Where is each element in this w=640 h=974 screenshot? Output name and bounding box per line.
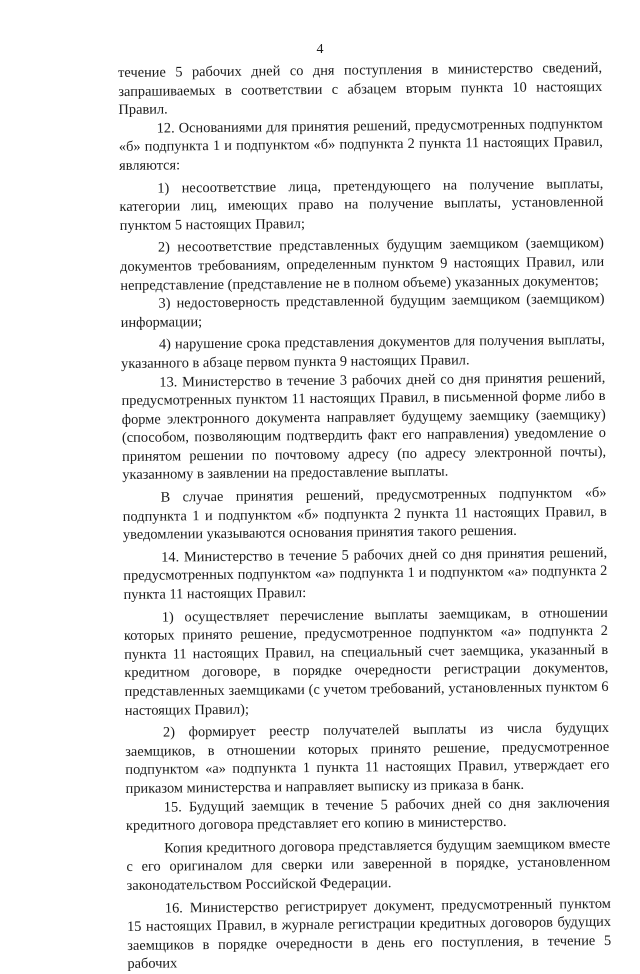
document-body (118, 59, 612, 974)
paragraph-continuation: течение 5 рабочих дней со дня поступления в министерство сведений, запрашиваемых в соответствии с абзацем вторым пункта 10 настоящих Правил. (118, 59, 603, 119)
paragraph-item-12-4: 4) нарушение срока представления документов для получения выплаты, указанного в абзаце первом пункта 9 настоящих Правил. (121, 332, 606, 372)
paragraph-item-12: 12. Основаниями для принятия решений, предусмотренных подпунктом «б» подпункта 1 и подпунктом «б» подпункта 2 пункта 11 настоящих Правил, являются: (118, 115, 603, 174)
paragraph-item-13-note: В случае принятия решений, предусмотренных подпунктом «б» подпункта 1 и подпунктом «б» подпункта 2 пункта 11 настоящих Правил, в уведомлении указываются основания принятия такого решения. (122, 484, 607, 544)
paragraph-item-15-note: Копия кредитного договора представляется будущим заемщиком вместе с его оригиналом для сверки или заверенной в порядке, установленном законодательством Российской Федерации. (126, 835, 611, 894)
paragraph-item-12-2: 2) несоответствие представленных будущим заемщиком (заемщиком) документов требованиям, определенным пунктом 9 настоящих Правил, или непредставление (представление не в полном объеме) указанных документов; (120, 235, 605, 294)
paragraph-item-14: 14. Министерство в течение 5 рабочих дней со дня принятия решений, предусмотренных подпунктом «а» подпункта 1 и подпунктом «а» подпункта 2 пункта 11 настоящих Правил: (123, 544, 608, 604)
paragraph-item-15: 15. Будущий заемщик в течение 5 рабочих дней со дня заключения кредитного договора представляет его копию в министерство. (125, 794, 610, 835)
paragraph-item-16: 16. Министерство регистрирует документ, предусмотренный пунктом 15 настоящих Правил, в журнале регистрации кредитных договоров будущих заемщиков в порядке очередности в день его поступления, в течение 5 рабочих (126, 895, 612, 973)
paragraph-item-14-1: 1) осуществляет перечисление выплаты заемщикам, в отношении которых принято решение, предусмотренное подпунктом «а» подпункта 2 пункта 11 настоящих Правил, на специальный счет заемщика, указанный в кредитном договоре, в порядке очередности регистрации документов, представленных заемщиками (с учетом требований, установленных пунктом 6 настоящих Правил); (123, 604, 609, 719)
paragraph-item-13: 13. Министерство в течение 3 рабочих дней со дня принятия решений, предусмотренных пунктом 11 настоящих Правил, в письменной форме либо в форме электронного документа направляет будущему заемщику (заемщику) (способом, позволяющим подтвердить факт его направления) уведомление о принятом решении по почтовому адресу (по адресу электронной почты), указанному в заявлении на предоставление выплаты. (121, 369, 607, 484)
page-number: 4 (316, 42, 324, 57)
paragraph-item-14-2: 2) формирует реестр получателей выплаты из числа будущих заемщиков, в отношении которых принято решение, предусмотренное подпунктом «а» подпункта 1 пункта 11 настоящих Правил, утверждает его приказом министерства и направляет выписку из приказа в банк. (125, 720, 610, 797)
paragraph-item-12-3: 3) недостоверность представленной будущим заемщиком (заемщиком) информации; (120, 291, 605, 331)
paragraph-item-12-1: 1) несоответствие лица, претендующего на получение выплаты, категории лиц, имеющих право на получение выплаты, установленной пунктом 5 настоящих Правил; (119, 175, 604, 234)
